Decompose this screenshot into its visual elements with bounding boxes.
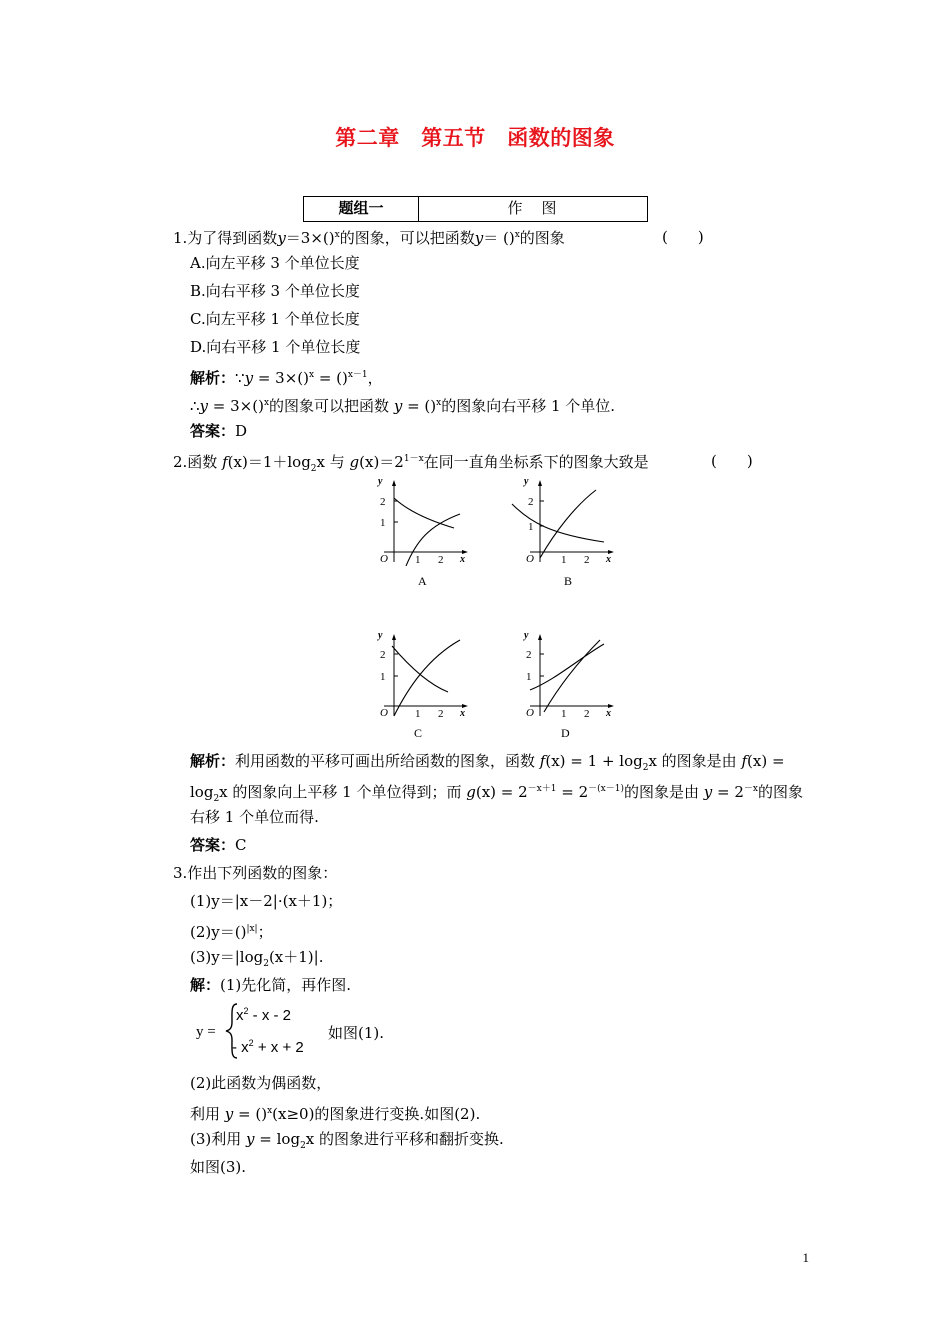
svg-text:2: 2 [380,649,386,661]
svg-text:O: O [380,707,388,719]
q3-solution-3: 利用 y = ()$^x$(x≥0)的图象进行变换.如图(2). [190,1105,481,1123]
page-number: 1 [802,1250,809,1265]
q1-option-c: C.向左平移 1 个单位长度 [190,310,360,328]
svg-text:y: y [378,476,383,487]
q2-analysis-line2: $\log_2x$ 的图象向上平移 1 个单位得到；而 $g(x) = 2^{-x+1} = 2^{-(x-1)}$的图象是由 $y = 2^{-x}$的图象 [190,783,803,804]
svg-text:2: 2 [438,554,444,566]
q3-solution-1: 解：(1)先化简，再作图. [190,976,352,994]
svg-text:y: y [524,630,529,641]
svg-text:2: 2 [526,649,532,661]
svg-text:O: O [380,553,388,565]
svg-text:1: 1 [526,671,532,683]
piecewise-case-2: - $x^2 + x + 2$ [232,1038,304,1056]
svg-text:2: 2 [438,708,444,720]
page-title: 第二章 第五节 函数的图象 [335,126,615,150]
svg-text:O: O [526,553,534,565]
svg-text:y: y [524,476,529,487]
graph-c [364,628,474,724]
q1-option-d: D.向右平移 1 个单位长度 [190,338,361,356]
svg-text:1: 1 [415,554,421,566]
svg-text:2: 2 [528,496,534,508]
group-topic: 作 图 [507,199,559,217]
q2-answer: 答案：C [190,836,247,854]
piecewise-lhs: y = [196,1024,216,1040]
q3-item-2: (2)y＝()$^{|x|}$； [190,923,273,941]
q3-solution-5: 如图(3). [190,1158,247,1176]
q1-answer: 答案：D [190,422,248,440]
svg-text:x: x [460,554,465,565]
q1-option-a: A.向左平移 3 个单位长度 [190,254,360,272]
svg-text:2: 2 [584,554,590,566]
graph-a-label: A [418,574,427,588]
q3-solution-4: (3)利用 $y = \log_2x$ 的图象进行平移和翻折变换. [190,1130,504,1151]
q2-analysis-line1: 解析：利用函数的平移可画出所给函数的图象，函数 $f(x) = 1 + \log_2x$ 的图象是由 f(x) = [190,752,785,773]
svg-text:2: 2 [584,708,590,720]
q1-option-b: B.向右平移 3 个单位长度 [190,282,360,300]
svg-text:1: 1 [380,517,386,529]
q2-stem: 2.函数 $f(x)=1+\log_2x$ 与 $g(x)=2^{1-x}$在同一直角坐标系下的图象大致是 [173,453,649,474]
q3-item-3: $(3)y=|\log_2(x+1)|$. [190,948,324,969]
group-label: 题组一 [304,197,419,221]
q1-analysis-line1: 解析：∵y = 3×()$^x$ = ()$^{x-1}$， [190,369,383,387]
q3-solution-2: (2)此函数为偶函数， [190,1074,332,1092]
svg-text:x: x [606,708,611,719]
svg-text:1: 1 [561,708,567,720]
piecewise-case-1: $x^2$ - x - 2 [236,1006,292,1024]
svg-text:x: x [460,708,465,719]
q1-analysis-line2: ∴y = 3×()$^x$的图象可以把函数 y = ()$^x$的图象向右平移 1 个单位. [190,397,616,415]
svg-text:2: 2 [380,496,386,508]
svg-text:x: x [606,554,611,565]
svg-text:O: O [526,707,534,719]
q1-stem: 1.为了得到函数y＝3×()$^x$的图象，可以把函数y＝ ()$^x$的图象 [173,229,565,247]
svg-text:y: y [378,630,383,641]
piecewise-figure-ref: 如图(1). [328,1024,385,1042]
problem-group-table [303,196,648,222]
svg-text:1: 1 [380,671,386,683]
svg-text:1: 1 [415,708,421,720]
graph-b-label: B [564,574,573,588]
q3-item-1: (1)y＝|x－2|·(x＋1)； [190,892,343,910]
graph-c-label: C [414,726,423,740]
q2-analysis-line3: 右移 1 个单位而得. [190,808,319,826]
q3-stem: 3.作出下列函数的图象： [173,864,338,882]
graph-b [510,474,620,570]
graph-a [364,474,474,570]
svg-text:1: 1 [561,554,567,566]
q1-answer-blank: ( ) [662,228,704,246]
graph-d [510,628,620,724]
graph-d-label: D [561,726,570,740]
svg-text:1: 1 [528,521,534,533]
q2-answer-blank: ( ) [711,452,753,470]
